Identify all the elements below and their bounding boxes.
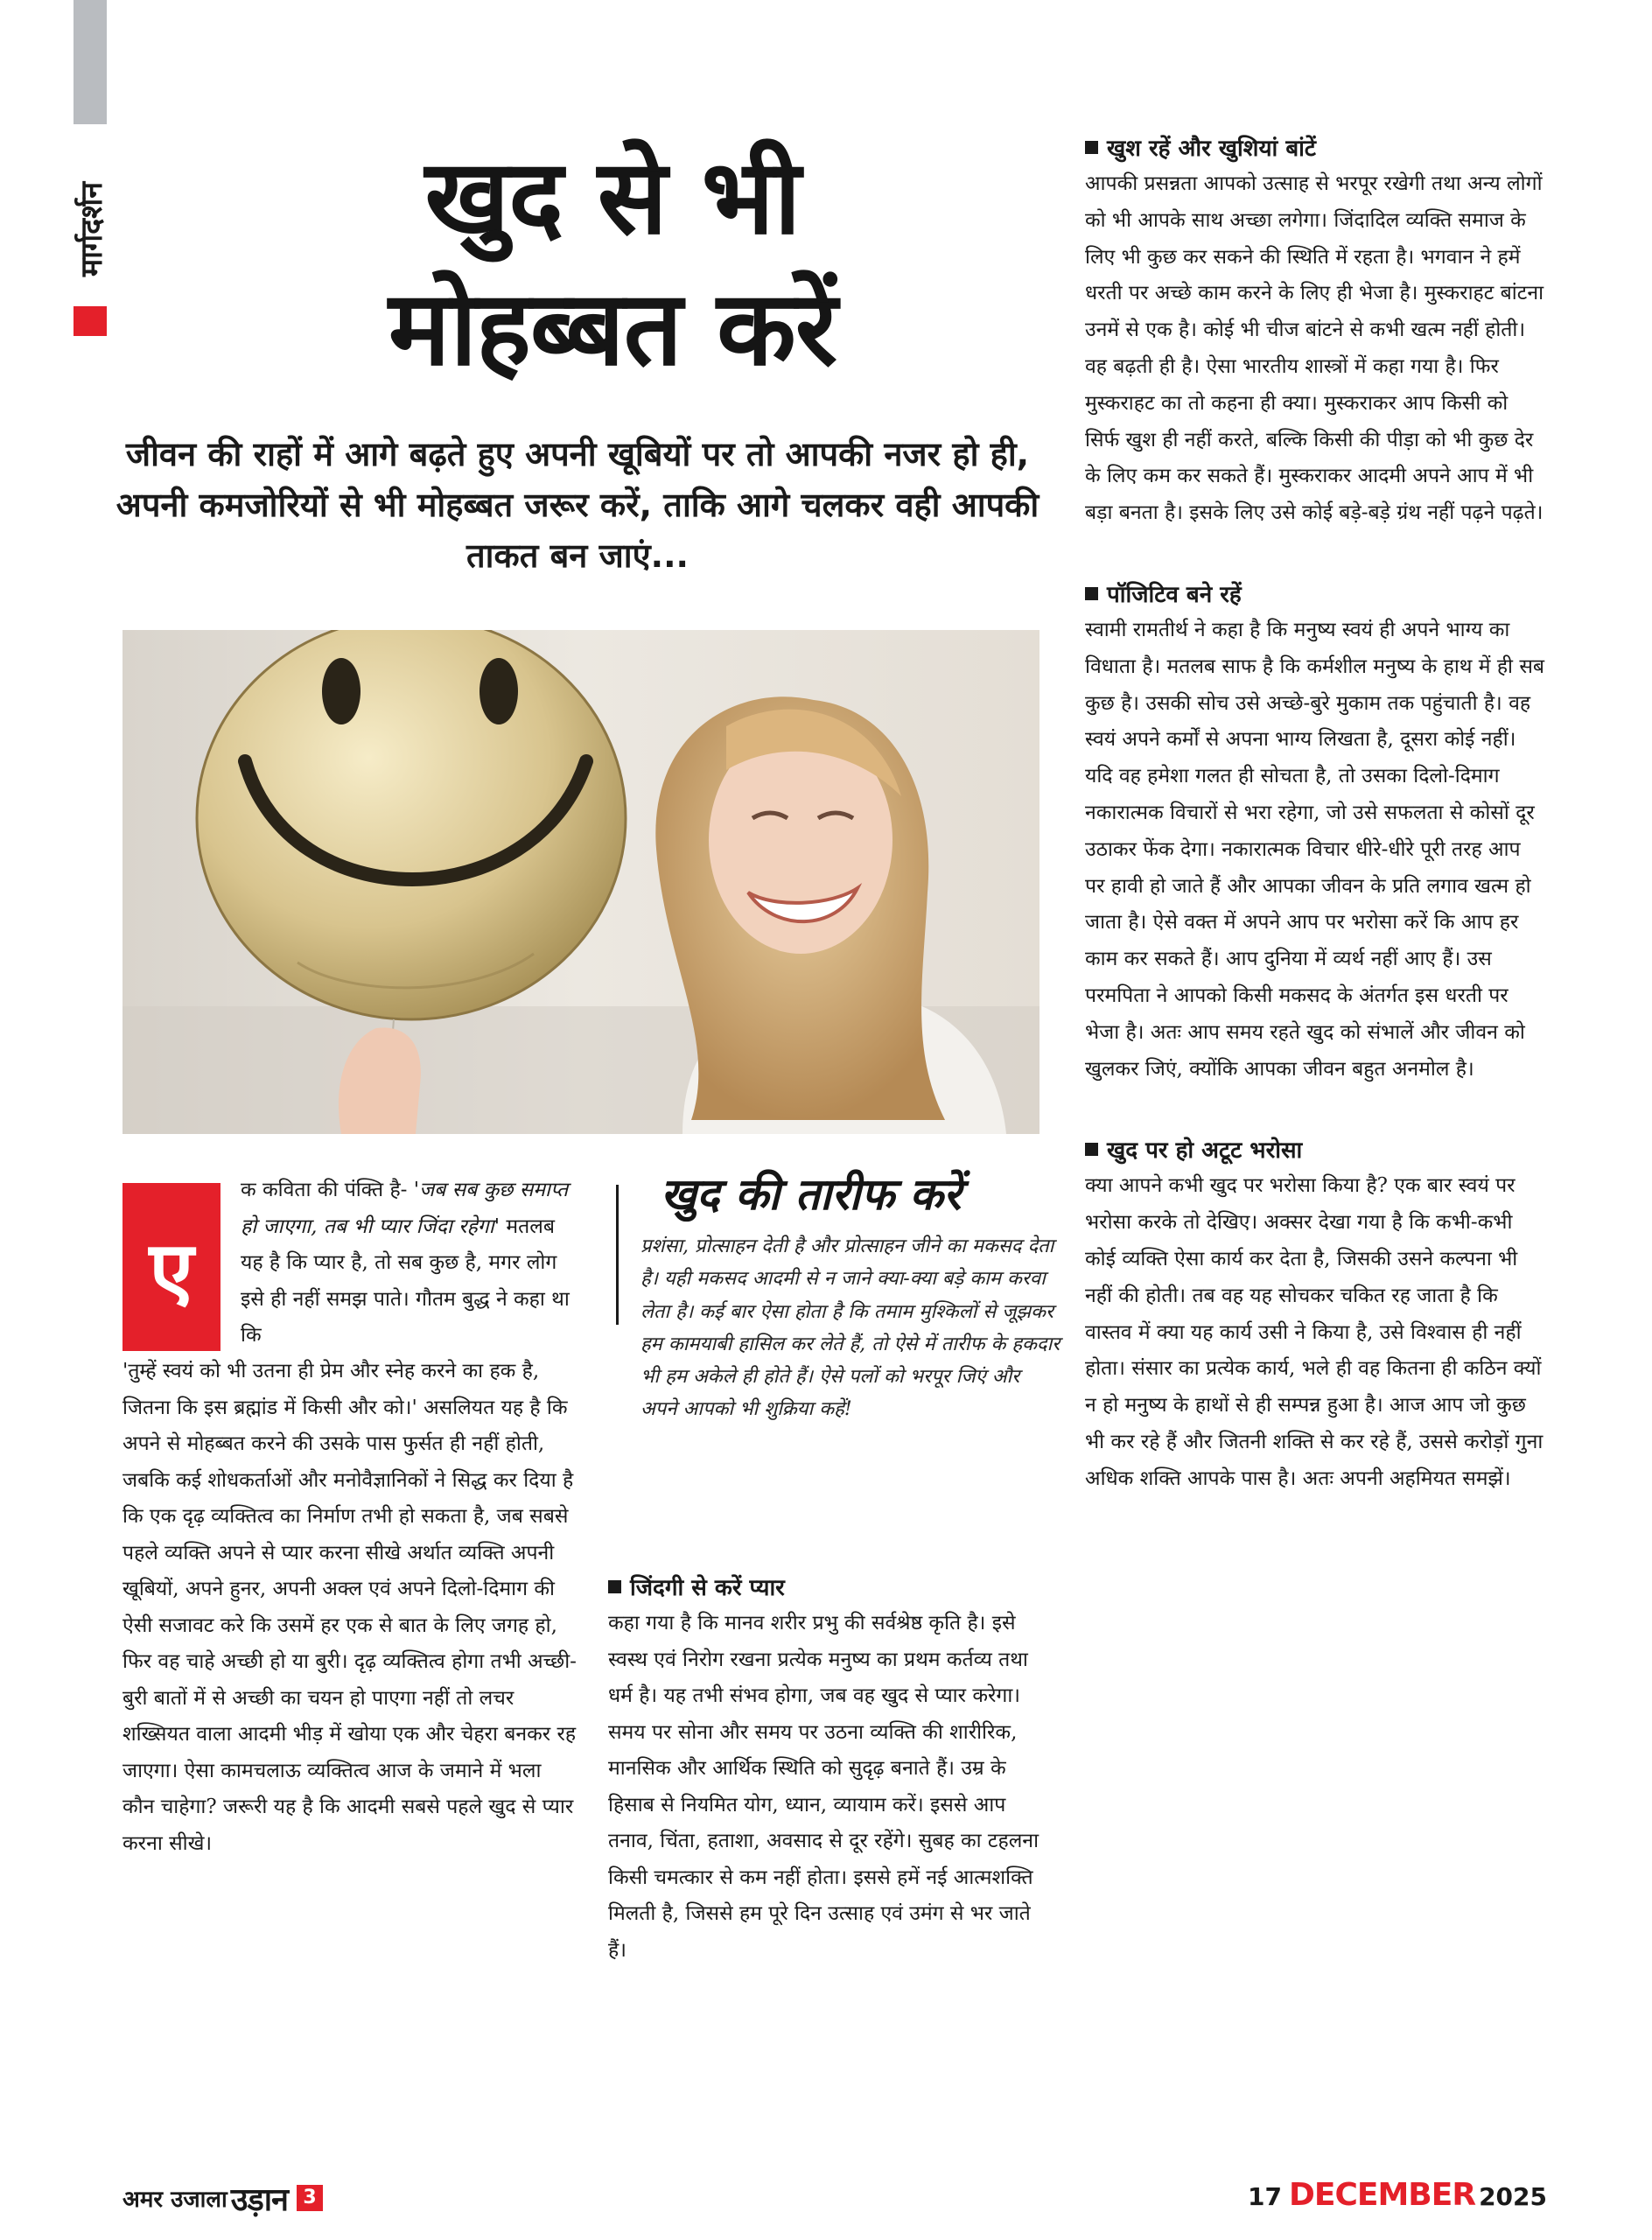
deck-intro: जीवन की राहों में आगे बढ़ते हुए अपनी खूबियों पर तो आपकी नजर हो ही, अपनी कमजोरियों से भी मोहब्बत जरूर करें, ताकि आगे चलकर वही आपकी ताकत बन जाएं... [116, 435, 1040, 575]
section-strip-red [74, 306, 107, 336]
drop-cap: ए [122, 1183, 220, 1351]
section-2-text: स्वामी रामतीर्थ ने कहा है कि मनुष्य स्वयं ही अपने भाग्य का विधाता है। मतलब साफ है कि कर्मशील मनुष्य के हाथ में ही सब कुछ है। उसकी सोच उसे अच्छे-बुरे मुकाम तक पहुंचाती है। वह स्वयं अपने कर्मों से अपना भाग्य लिखता है, दूसरा कोई नहीं। यदि वह हमेशा गलत ही सोचता है, तो उसका दिलो-दिमाग नकारात्मक विचारों से भरा रहेगा, जो उसे सफलता से कोसों दूर उठाकर फेंक देगा। नकारात्मक विचार धीरे-धीरे पूरी तरह आप पर हावी हो जाते हैं और आपका जीवन के प्रति लगाव खत्म हो जाता है। ऐसे वक्त में अपने आप पर भरोसा करें कि आप हर काम कर सकते हैं। आप दुनिया में व्यर्थ नहीं आए हैं। उस परमपिता ने आपको किसी मकसद के अंतर्गत इस धरती पर भेजा है। अतः आप समय रहते खुद को संभालें और जीवन को खुलकर जिएं, क्योंकि आपका जीवन बहुत अनमोल है। [1085, 618, 1545, 1081]
section-1-text: आपकी प्रसन्नता आपको उत्साह से भरपूर रखेगी तथा अन्य लोगों को भी आपके साथ अच्छा लगेगा। जिंदादिल व्यक्ति समाज के लिए भी कुछ कर सकने की स्थिति में रहता है। भगवान ने हमें धरती पर अच्छे काम करने के लिए ही भेजा है। मुस्कराहट बांटना उनमें से एक है। कोई भी चीज बांटने से कभी खत्म नहीं होती। वह बढ़ती ही है। ऐसा भारतीय शास्त्रों में कहा गया है। फिर मुस्कराहट का तो कहना ही क्या। मुस्कराकर आप किसी को सिर्फ खुश ही नहीं करते, बल्कि किसी की पीड़ा को भी कुछ देर के लिए कम कर सकते हैं। मुस्कराकर आदमी अपने आप में भी बड़ा बनता है। इसके लिए उसे कोई बड़े-बड़े ग्रंथ नहीं पढ़ने पढ़ते। [1085, 172, 1544, 525]
lead-opening-continued: मतलब यह है कि प्यार है, तो सब कुछ है, मगर लोग इसे ही नहीं समझ पाते। गौतम बुद्ध ने कहा था कि [241, 1214, 570, 1347]
section-3-text: कहा गया है कि मानव शरीर प्रभु की सर्वश्रेष्ठ कृति है। इसे स्वस्थ एवं निरोग रखना प्रत्येक मनुष्य का प्रथम कर्तव्य तथा धर्म है। यह तभी संभव होगा, जब वह खुद से प्यार करेगा। समय पर सोना और समय पर उठना व्यक्ति की शारीरिक, मानसिक और आर्थिक स्थिति को सुदृढ़ बनाते हैं। उम्र के हिसाब से नियमित योग, ध्यान, व्यायाम करें। इससे आप तनाव, चिंता, हताशा, अवसाद से दूर रहेंगे। सुबह का टहलना किसी चमत्कार से कम नहीं होता। इससे हमें नई आत्मशक्ति मिलती है, जिससे हम पूरे दिन उत्साह एवं उमंग से भर जाते हैं। [608, 1612, 1040, 1962]
section-4 [1085, 1133, 1545, 1497]
lead-quote: 'जब सब कुछ समाप्त हो जाएगा, तब भी प्यार जिंदा रहेगा' [241, 1179, 569, 1238]
headline-line-1: खुद से भी [424, 136, 801, 257]
section-3-heading: जिंदगी से करें प्यार [608, 1571, 1046, 1606]
section-label: मार्गदर्शन [74, 181, 109, 277]
sidebar-text: प्रशंसा, प्रोत्साहन देती है और प्रोत्साहन जीने का मकसद देता है। यही मकसद आदमी से न जाने क्या-क्या बड़े काम करवा लेता है। कई बार ऐसा होता है कि तमाम मुश्किलों से जूझकर हम कामयाबी हासिल कर लेते हैं, तो ऐसे में तारीफ के हकदार भी हम अकेले ही होते हैं। ऐसे पलों को भरपूर जिएं और अपने आपको भी शुक्रिया कहें! [640, 1236, 1060, 1421]
square-bullet-icon [1085, 587, 1098, 600]
section-strip-grey [74, 0, 107, 124]
smiley-balloon-woman-photo [122, 630, 1040, 1134]
footer-brand [122, 2179, 323, 2217]
square-bullet-icon [1085, 141, 1098, 154]
lead-paragraph-rest: 'तुम्हें स्वयं को भी उतना ही प्रेम और स्नेह करने का हक है, जितना कि इस ब्रह्मांड में किसी और को।' असलियत यह है कि अपने से मोहब्बत करने की उसके पास फुर्सत ही नहीं होती, जबकि कई शोधकर्ताओं और मनोवैज्ञानिकों ने सिद्ध कर दिया है कि एक दृढ़ व्यक्तित्व का निर्माण तभी हो सकता है, जब सबसे पहले व्यक्ति अपने से प्यार करना सीखे अर्थात व्यक्ति अपनी खूबियों, अपने हुनर, अपनी अक्ल एवं अपने दिलो-दिमाग की ऐसी सजावट करे कि उसमें हर एक से बात के लिए जगह हो, फिर वह चाहे अच्छी हो या बुरी। दृढ़ व्यक्तित्व होगा तभी अच्छी-बुरी बातों में से अच्छी का चयन हो पाएगा नहीं तो लचर शख्सियत वाला आदमी भीड़ में खोया एक और चेहरा बनकर रह जाएगा। ऐसा कामचलाऊ व्यक्तित्व आज के जमाने में भला कौन चाहेगा? जरूरी यह है कि आदमी सबसे पहले खुद से प्यार करना सीखे। [122, 1360, 577, 1855]
date-year: 2025 [1479, 2182, 1547, 2211]
section-2 [1085, 578, 1545, 1088]
section-3 [608, 1571, 1046, 1969]
section-4-text: क्या आपने कभी खुद पर भरोसा किया है? एक बार स्वयं पर भरोसा करके तो देखिए। अक्सर देखा गया है कि कभी-कभी कोई व्यक्ति ऐसा कार्य कर देता है, जिसकी उसने कल्पना भी नहीं की होती। तब वह यह सोचकर चकित रह जाता है कि वास्तव में क्या यह कार्य उसी ने किया है, उसे विश्वास ही नहीं होता। संसार का प्रत्येक कार्य, भले ही वह कितना ही कठिन क्यों न हो मनुष्य के हाथों से ही सम्पन्न हुआ है। आज आप जो कुछ भी कर रहे हैं और जितनी शक्ति से कर रहे हैं, उससे करोड़ों गुना अधिक शक्ति आपके पास है। अतः अपनी अहमियत समझें। [1085, 1174, 1544, 1490]
lead-opening: क कविता की पंक्ति है- [241, 1179, 414, 1201]
lead-paragraph-top [241, 1172, 573, 1354]
headline [219, 131, 1006, 394]
square-bullet-icon [1085, 1143, 1098, 1156]
headline-line-2: मोहब्बत करें [388, 268, 836, 388]
square-bullet-icon [608, 1580, 621, 1593]
photo-illustration [122, 630, 1040, 1134]
section-4-heading: खुद पर हो अटूट भरोसा [1085, 1133, 1545, 1168]
brand-name-large: उड़ान [230, 2181, 289, 2218]
brand-name-small: अमर उजाला [122, 2187, 228, 2213]
sidebar-title: खुद की तारीफ करें [661, 1169, 962, 1220]
section-1-heading: खुश रहें और खुशियां बांटें [1085, 131, 1545, 166]
date-day: 17 [1248, 2182, 1282, 2211]
page-number: 3 [297, 2185, 323, 2211]
section-2-heading: पॉजिटिव बने रहें [1085, 578, 1545, 612]
footer-date [1248, 2177, 1547, 2217]
right-column [1085, 131, 1545, 1498]
date-month: DECEMBER [1289, 2177, 1476, 2213]
section-1 [1085, 131, 1545, 532]
sidebar-rule [616, 1185, 619, 1325]
